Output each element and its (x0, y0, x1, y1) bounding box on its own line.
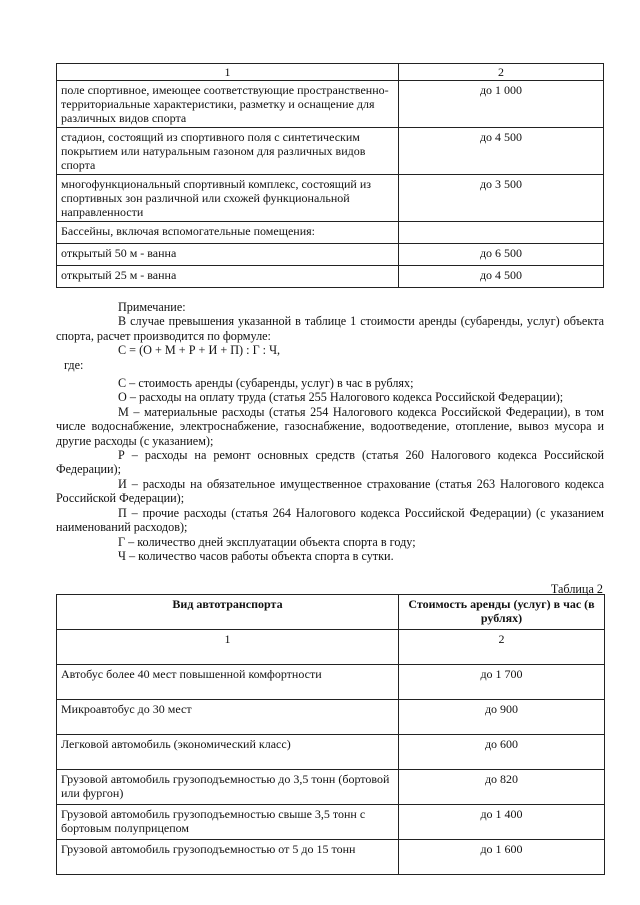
note-item-g: Г – количество дней эксплуатации объекта спорта в году; (118, 534, 416, 549)
table2-caption: Таблица 2 (550, 582, 603, 596)
table1-row-name: поле спортивное, имеющее соответствующие пространственно-территориальные характеристики, разметку и оснащение для различных видов спорта (57, 81, 399, 128)
table-row (57, 665, 605, 700)
table1-header-col1: 1 (57, 64, 399, 81)
table-row (57, 128, 604, 175)
table1-row-price: до 4 500 (399, 128, 604, 175)
table-row (57, 81, 604, 128)
table1-row-name: Бассейны, включая вспомогательные помещения: (57, 222, 399, 244)
table-row (57, 770, 605, 805)
table1-row-name: открытый 50 м - ванна (57, 244, 399, 266)
note-item-o: О – расходы на оплату труда (статья 255 Налогового кодекса Российской Федерации); (118, 390, 564, 405)
note-where: где: (64, 357, 84, 372)
note-formula: С = (О + М + Р + И + П) : Г : Ч, (118, 343, 281, 358)
table1-header-row (57, 64, 604, 81)
note-title: Примечание: (118, 300, 186, 314)
table2-row-name: Грузовой автомобиль грузоподъемностью свыше 3,5 тонн с бортовым полуприцепом (57, 805, 399, 840)
table2-col2-title: Стоимость аренды (услуг) в час (в рублях) (399, 595, 605, 630)
note-item-p: П – прочие расходы (статья 264 Налогового кодекса Российской Федерации) (с указанием наименований расходов); (56, 505, 604, 535)
table2-row-price: до 1 600 (399, 840, 605, 875)
table1-row-price: до 4 500 (399, 266, 604, 288)
table2-row-name: Грузовой автомобиль грузоподъемностью до 3,5 тонн (бортовой или фургон) (57, 770, 399, 805)
table-row (57, 700, 605, 735)
table2-number-row (57, 630, 605, 665)
table1-header-col2: 2 (399, 64, 604, 81)
note-intro: В случае превышения указанной в таблице 1 стоимости аренды (субаренды, услуг) объекта спорта, расчет производится по формуле: (56, 314, 604, 343)
table-row (57, 244, 604, 266)
table1-row-name: многофункциональный спортивный комплекс, состоящий из спортивных зон различной или схожей функциональной направленности (57, 175, 399, 222)
note-item-m: М – материальные расходы (статья 254 Налогового кодекса Российской Федерации), в том числе водоснабжение, электроснабжение, газоснабжение, водоотведение, отопление, вывоз мусора и другие расходы (с указанием); (56, 404, 604, 448)
table2-num-col1: 1 (57, 630, 399, 665)
table2-row-price: до 1 700 (399, 665, 605, 700)
table-row (57, 735, 605, 770)
table2-header-row (57, 595, 605, 630)
vehicle-rental-table (56, 594, 605, 875)
table2-row-price: до 820 (399, 770, 605, 805)
note-item-c: С – стоимость аренды (субаренды, услуг) в час в рублях; (118, 376, 414, 391)
table-row (57, 840, 605, 875)
table2-row-price: до 1 400 (399, 805, 605, 840)
table-row (57, 222, 604, 244)
note-item-i: И – расходы на обязательное имущественное страхование (статья 263 Налогового кодекса Российской Федерации); (56, 476, 604, 506)
table2-num-col2: 2 (399, 630, 605, 665)
table1-row-name: стадион, состоящий из спортивного поля с синтетическим покрытием или натуральным газоном для различных видов спорта (57, 128, 399, 175)
table1-row-price (399, 222, 604, 244)
table1-row-name: открытый 25 м - ванна (57, 266, 399, 288)
table2-row-name: Микроавтобус до 30 мест (57, 700, 399, 735)
table2-row-name: Автобус более 40 мест повышенной комфортности (57, 665, 399, 700)
note-item-ch: Ч – количество часов работы объекта спорта в сутки. (118, 548, 394, 563)
table1-row-price: до 6 500 (399, 244, 604, 266)
note-item-r: Р – расходы на ремонт основных средств (статья 260 Налогового кодекса Российской Федерации); (56, 448, 604, 477)
table-row (57, 266, 604, 288)
note-block (56, 300, 604, 563)
table2-row-name: Грузовой автомобиль грузоподъемностью от 5 до 15 тонн (57, 840, 399, 875)
table-row (57, 175, 604, 222)
table2-row-name: Легковой автомобиль (экономический класс) (57, 735, 399, 770)
sports-facilities-table (56, 63, 604, 288)
table2-row-price: до 900 (399, 700, 605, 735)
table1-row-price: до 1 000 (399, 81, 604, 128)
table1-row-price: до 3 500 (399, 175, 604, 222)
table-row (57, 805, 605, 840)
table2-row-price: до 600 (399, 735, 605, 770)
table2-col1-title: Вид автотранспорта (57, 595, 399, 630)
